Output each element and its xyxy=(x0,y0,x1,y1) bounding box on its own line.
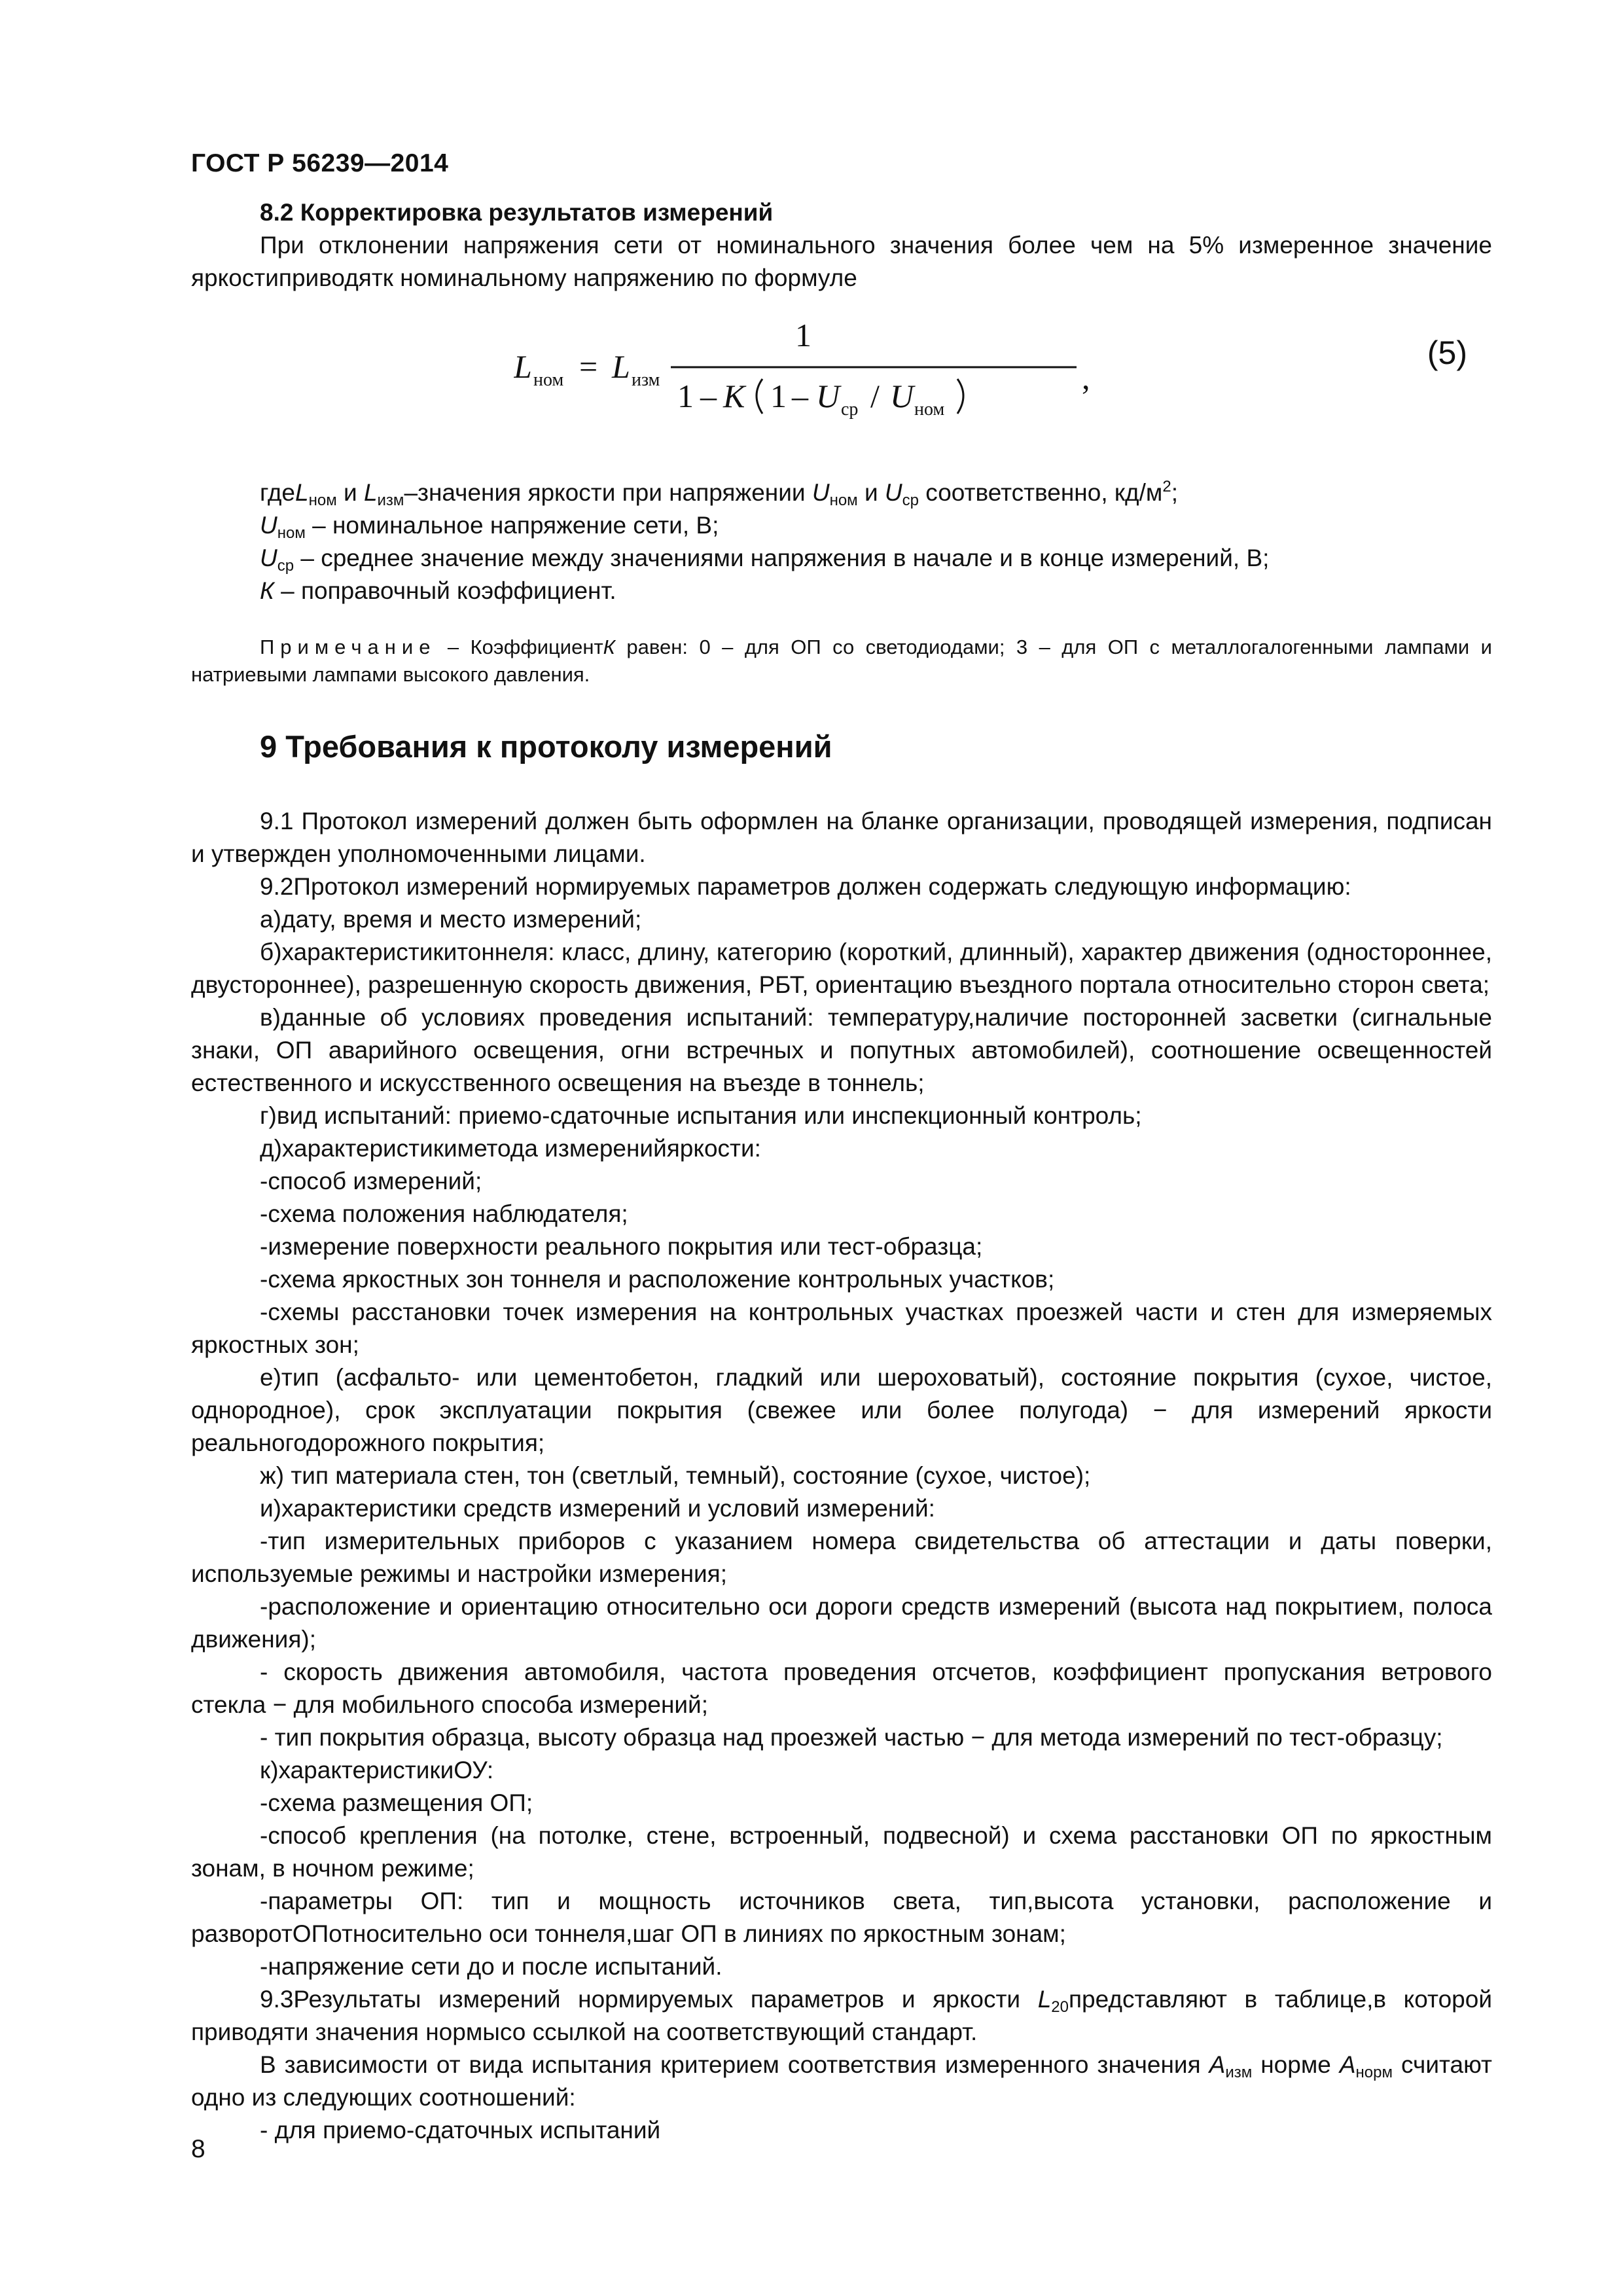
list-item-k-1: -схема размещения ОП; xyxy=(260,1789,533,1816)
definition-l: гдеL$_{ном}$ и $L_{изм}$–значения яркости при напряжении $U_{ном}$ и $U_{ср}$ соответственно, $кд/м^2$; xyxy=(260,478,1179,509)
list-item-d-2: -схема положения наблюдателя; xyxy=(260,1200,628,1227)
formula-row xyxy=(191,295,1492,425)
formula-l-nom: L xyxy=(514,348,532,385)
standard-header: ГОСТ Р 56239—2014 xyxy=(191,149,449,177)
paragraph-9-2: 9.2Протокол измерений нормируемых параметров должен содержать следующую информацию: xyxy=(260,873,1351,900)
definition-u-nom: $U_{ном}$ – номинальное напряжение сети, В; xyxy=(260,512,719,542)
section-8-2-title: 8.2 Корректировка результатов измерений xyxy=(260,199,774,226)
formula-comma: , xyxy=(1082,359,1090,396)
list-item-k: к)характеристикиОУ: xyxy=(260,1757,494,1784)
formula-right-paren xyxy=(957,379,963,414)
formula-equals: = xyxy=(579,348,598,385)
section-9-title: 9 Требования к протоколу измерений xyxy=(260,729,832,764)
list-item-d-5: -схемы расстановки точек измерения на контрольных участках проезжей части и стен для измеряемых яркостных зон; xyxy=(191,1299,1492,1358)
formula-l-izm: L xyxy=(612,348,630,385)
paragraph-acceptance-tests: - для приемо-сдаточных испытаний xyxy=(260,2117,661,2144)
list-item-e: е)тип (асфальто- или цементобетон, гладкий или шероховатый), состояние покрытия (сухое, чистое, однородное), срок эксплуатации покрытия (свежее или более полугода) − для измерений яркости реальногодорожного покрытия; xyxy=(191,1364,1492,1456)
note-paragraph: Примечание – КоэффициентК равен: 0 – для ОП со светодиодами; 3 – для ОП с металлогалогенными лампами и натриевыми лампами высокого давления. xyxy=(191,636,1492,686)
list-item-b: б)характеристикитоннеля: класс, длину, категорию (короткий, длинный), характер движения (одностороннее, двустороннее), разрешенную скорость движения, РБТ, ориентацию въездного портала относительно сторон света; xyxy=(191,939,1492,998)
formula-den-minus: – xyxy=(700,378,717,414)
note-label: Примечание xyxy=(260,636,437,658)
formula-paren-one: 1 xyxy=(770,378,787,414)
list-item-k-2: -способ крепления (на потолке, стене, встроенный, подвесной) и схема расстановки ОП по яркостным зонам, в ночном режиме; xyxy=(191,1822,1492,1882)
paragraph-9-1: 9.1 Протокол измерений должен быть оформлен на бланке организации, проводящей измерения, подписан и утвержден уполномоченными лицами. xyxy=(191,808,1492,867)
list-item-i-3: - скорость движения автомобиля, частота проведения отсчетов, коэффициент пропускания ветрового стекла − для мобильного способа измерений; xyxy=(191,1659,1492,1718)
formula-u-sr-sub: ср xyxy=(841,399,859,420)
definition-u-sr: $U_{ср}$ – среднее значение между значениями напряжения в начале и в конце измерений, В; xyxy=(260,545,1270,575)
formula-slash: / xyxy=(870,378,880,414)
luminance-correction-formula xyxy=(514,297,1116,422)
list-item-zh: ж) тип материала стен, тон (светлый, темный), состояние (сухое, чистое); xyxy=(260,1462,1091,1489)
paragraph-criteria: В зависимости от вида испытания критерием соответствия измеренного значения $А_{изм}$ норме $А_{норм}$ считают одно из следующих соотношений: xyxy=(191,2051,1492,2111)
page-number: 8 xyxy=(191,2135,205,2163)
paragraph-9-3: 9.3Результаты измерений нормируемых параметров и яркости $L_{20}представляют$ в таблице,в которой приводяти значения нормысо ссылкой на соответствующий стандарт. xyxy=(191,1986,1492,2045)
formula-l-izm-sub: изм xyxy=(632,370,660,390)
list-item-d-4: -схема яркостных зон тоннеля и расположение контрольных участков; xyxy=(260,1266,1055,1293)
list-item-v: в)данные об условиях проведения испытаний: температуру,наличие посторонней засветки (сигнальные знаки, ОП аварийного освещения, огни встречных и попутных автомобилей), соотношение освещенностей естественного и искусственного освещения на въезде в тоннель; xyxy=(191,1004,1492,1096)
page-content xyxy=(191,196,1492,2147)
list-item-i-1: -тип измерительных приборов с указанием номера свидетельства об аттестации и даты поверки, используемые режимы и настройки измерения; xyxy=(191,1528,1492,1587)
formula-definitions xyxy=(191,476,1492,607)
list-item-i: и)характеристики средств измерений и условий измерений: xyxy=(260,1495,935,1522)
formula-l-nom-sub: ном xyxy=(533,370,564,390)
formula-den-k: K xyxy=(723,378,745,414)
list-item-d: д)характеристикиметода измеренийяркости: xyxy=(260,1135,761,1162)
list-item-i-2: -расположение и ориентацию относительно оси дороги средств измерений (высота над покрытием, полоса движения); xyxy=(191,1593,1492,1653)
formula-left-paren xyxy=(757,379,762,414)
section-8-2-intro: При отклонении напряжения сети от номинального значения более чем на 5% измеренное значение яркостиприводятк номинальному напряжению по формуле xyxy=(191,232,1492,291)
formula-u-sr: U xyxy=(816,378,840,414)
list-item-d-3: -измерение поверхности реального покрытия или тест-образца; xyxy=(260,1233,983,1260)
formula-den-one: 1 xyxy=(677,378,694,414)
list-item-d-1: -способ измерений; xyxy=(260,1168,482,1194)
formula-numerator: 1 xyxy=(795,317,812,353)
formula-paren-minus: – xyxy=(792,378,808,414)
list-item-k-3: -параметры ОП: тип и мощность источников света, тип,высота установки, расположение и разворотОПотносительно оси тоннеля,шаг ОП в линиях по яркостным зонам; xyxy=(191,1888,1492,1947)
formula-u-nom: U xyxy=(890,378,914,414)
formula-u-nom-sub: ном xyxy=(914,399,945,420)
definition-k: К – поправочный коэффициент. xyxy=(260,577,616,604)
formula-number: (5) xyxy=(1427,334,1467,371)
list-item-g: г)вид испытаний: приемо-сдаточные испытания или инспекционный контроль; xyxy=(260,1102,1142,1129)
list-item-i-4: - тип покрытия образца, высоту образца над проезжей частью − для метода измерений по тест-образцу; xyxy=(260,1724,1443,1751)
list-item-a: а)дату, время и место измерений; xyxy=(260,906,642,933)
list-item-k-4: -напряжение сети до и после испытаний. xyxy=(260,1953,722,1980)
